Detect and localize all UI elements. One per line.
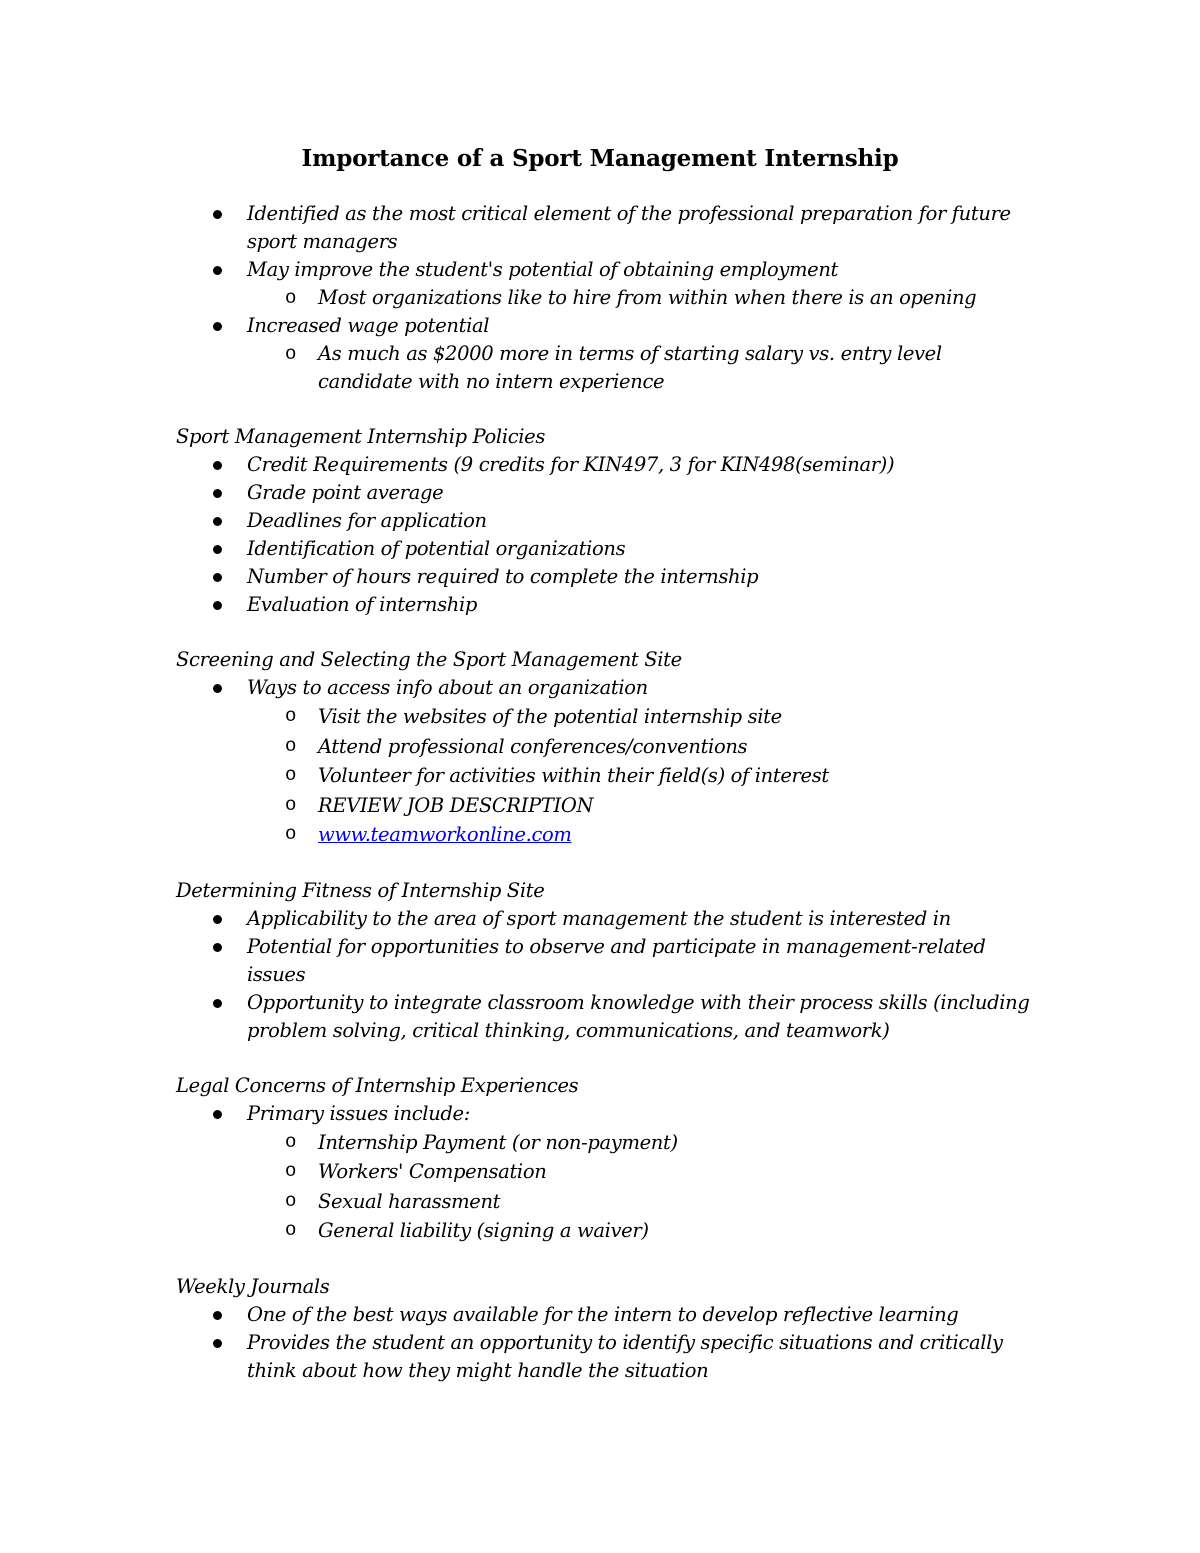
list-item-text: Identification of potential organizations [247, 537, 626, 560]
list-item-text: Potential for opportunities to observe and participate in management-related issues [247, 934, 986, 986]
sub-list-item [247, 702, 1036, 732]
hollow-bullet-icon: o [285, 343, 297, 365]
sub-list-item-text: General liability (signing a waiver) [318, 1219, 649, 1242]
list-item [176, 905, 1036, 933]
list-item-text: Credit Requirements (9 credits for KIN497, 3 for KIN498(seminar)) [247, 453, 895, 476]
list-item [176, 1100, 1036, 1246]
list-item-text: Applicability to the area of sport management the student is interested in [247, 906, 951, 930]
list-item [176, 563, 1036, 591]
hollow-bullet-icon: o [285, 1189, 297, 1212]
legal-bullet-list [176, 1100, 1036, 1246]
sub-list-item [247, 732, 1036, 762]
list-item-text: May improve the student's potential of obtaining employment [247, 258, 839, 281]
bullet-icon [213, 573, 222, 582]
list-item [176, 989, 1036, 1045]
list-item-text: Number of hours required to complete the internship [247, 565, 759, 588]
spacer [176, 1045, 1036, 1072]
bullet-icon [213, 517, 222, 526]
hollow-bullet-icon: o [285, 793, 297, 816]
sub-list-item [247, 791, 1036, 821]
section-heading-journals: Weekly Journals [176, 1274, 330, 1298]
spacer [176, 619, 1036, 646]
document-title: Importance of a Sport Management Internship [301, 145, 899, 172]
list-item [176, 312, 1036, 396]
hollow-bullet-icon: o [285, 823, 297, 845]
bullet-icon [213, 266, 222, 275]
list-item-text: Provides the student an opportunity to identify specific situations and critically think about how they might handle the situation [247, 1330, 1003, 1382]
sub-bullet-list [247, 340, 1036, 396]
bullet-icon [213, 601, 222, 610]
hollow-bullet-icon: o [285, 1160, 297, 1182]
section-heading-screening: Screening and Selecting the Sport Management Site [176, 648, 682, 671]
list-item-text: Increased wage potential [247, 314, 490, 337]
bullet-icon [213, 999, 222, 1008]
list-item [176, 507, 1036, 535]
list-item-text: Identified as the most critical element of the professional preparation for future sport managers [247, 202, 1011, 253]
fitness-bullet-list [176, 905, 1036, 1045]
list-item-text: Opportunity to integrate classroom knowledge with their process skills (including problem solving, critical thinking, communications, and teamwork) [247, 990, 1030, 1042]
list-item-text: Deadlines for application [247, 509, 487, 532]
hollow-bullet-icon: o [285, 705, 297, 727]
document-body [176, 200, 1036, 1385]
sub-bullet-list [247, 1128, 1036, 1246]
hollow-bullet-icon: o [285, 287, 297, 309]
bullet-icon [213, 915, 222, 924]
sub-list-item [247, 761, 1036, 791]
sub-list-item-text: Internship Payment (or non-payment) [318, 1130, 678, 1154]
hollow-bullet-icon: o [285, 1219, 297, 1241]
sub-list-item [247, 820, 1036, 850]
sub-list-item-text: Sexual harassment [318, 1189, 501, 1213]
sub-bullet-list [247, 284, 1036, 312]
sub-list-item-text: As much as $2000 more in terms of starting salary vs. entry level candidate with no intern experience [318, 342, 942, 393]
section-heading-fitness: Determining Fitness of Internship Site [176, 878, 545, 902]
intro-bullet-list [176, 200, 1036, 396]
sub-list-item-text: Most organizations like to hire from within when there is an opening [318, 286, 977, 309]
spacer [176, 1246, 1036, 1273]
sub-list-item [247, 284, 1036, 312]
section-heading-policies: Sport Management Internship Policies [176, 425, 546, 448]
bullet-icon [213, 943, 222, 952]
sub-list-item [247, 1216, 1036, 1246]
sub-list-item-text: Visit the websites of the potential internship site [318, 705, 782, 728]
sub-list-item-text: Workers' Compensation [318, 1160, 547, 1183]
bullet-icon [213, 461, 222, 470]
list-item-text: Primary issues include: [247, 1101, 470, 1125]
list-item [176, 451, 1036, 479]
bullet-icon [213, 545, 222, 554]
bullet-icon [213, 322, 222, 331]
teamworkonline-link[interactable]: www.teamworkonline.com [318, 823, 572, 846]
list-item [176, 256, 1036, 312]
sub-list-item-text: Volunteer for activities within their field(s) of interest [318, 764, 829, 787]
screening-bullet-list [176, 674, 1036, 850]
list-item [176, 1329, 1036, 1385]
list-item-text: One of the best ways available for the intern to develop reflective learning [247, 1302, 959, 1326]
hollow-bullet-icon: o [285, 764, 297, 786]
hollow-bullet-icon: o [285, 734, 297, 757]
sub-list-item [247, 340, 1036, 396]
sub-list-item [247, 1157, 1036, 1187]
list-item [176, 933, 1036, 989]
list-item [176, 674, 1036, 850]
list-item [176, 591, 1036, 619]
spacer [176, 850, 1036, 877]
sub-bullet-list [247, 702, 1036, 850]
bullet-icon [213, 1110, 222, 1119]
list-item [176, 535, 1036, 563]
bullet-icon [213, 210, 222, 219]
sub-list-item [247, 1187, 1036, 1217]
section-heading-legal: Legal Concerns of Internship Experiences [176, 1073, 579, 1097]
list-item [176, 200, 1036, 256]
spacer [176, 396, 1036, 423]
hollow-bullet-icon: o [285, 1130, 297, 1153]
list-item-text: Evaluation of internship [247, 593, 477, 616]
list-item-text: Grade point average [247, 481, 444, 504]
bullet-icon [213, 684, 222, 693]
sub-list-item [247, 1128, 1036, 1158]
sub-list-item-text: REVIEW JOB DESCRIPTION [318, 793, 594, 817]
journals-bullet-list [176, 1301, 1036, 1385]
bullet-icon [213, 1311, 222, 1320]
bullet-icon [213, 1339, 222, 1348]
bullet-icon [213, 489, 222, 498]
list-item [176, 1301, 1036, 1329]
policies-bullet-list [176, 451, 1036, 619]
list-item-text: Ways to access info about an organization [247, 676, 648, 699]
list-item [176, 479, 1036, 507]
sub-list-item-text: Attend professional conferences/conventions [318, 734, 748, 758]
